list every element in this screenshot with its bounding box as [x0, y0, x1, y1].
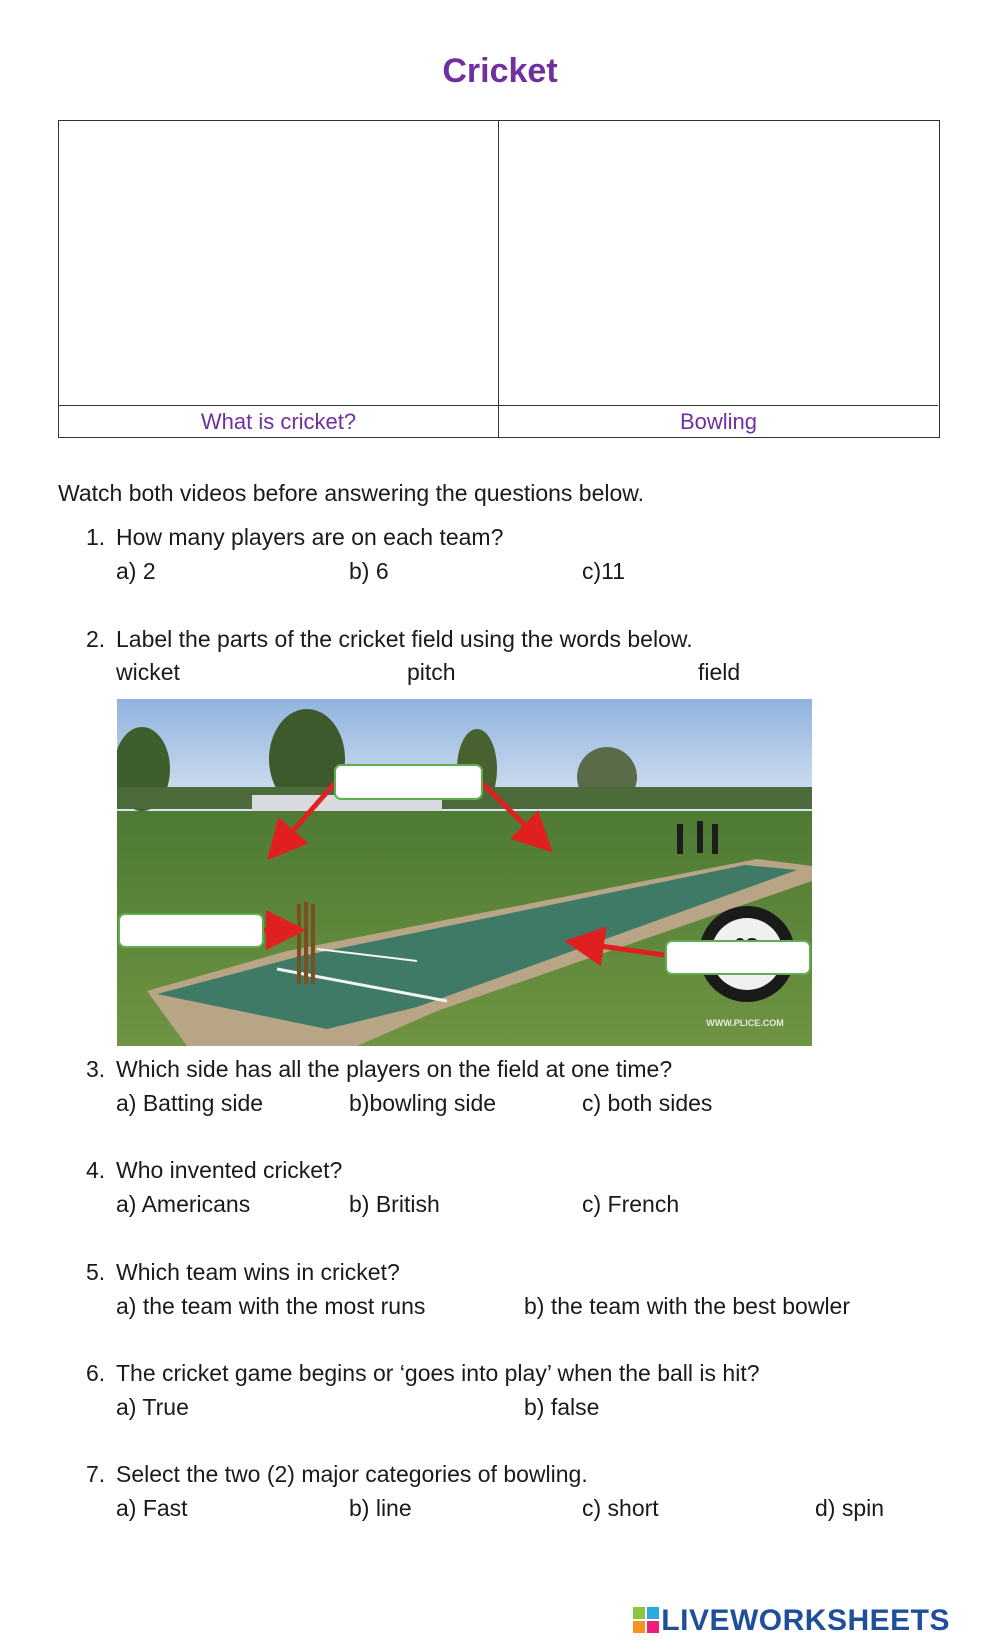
question-text: Label the parts of the cricket field using the words below. — [116, 626, 693, 652]
answer-option[interactable]: d) spin — [815, 1495, 885, 1521]
answer-option[interactable]: a) True — [116, 1394, 189, 1420]
label-dropzone-right[interactable] — [666, 941, 810, 974]
answer-option[interactable]: a) Batting side — [116, 1090, 264, 1116]
video-cell-bowling — [499, 121, 938, 437]
instructions: Watch both videos before answering the questions below. — [58, 480, 645, 506]
answer-option[interactable]: c) French — [582, 1191, 680, 1217]
question-text: Who invented cricket? — [116, 1157, 343, 1183]
video-table — [58, 120, 940, 438]
question-number: 5. — [86, 1259, 106, 1285]
answer-option[interactable]: c) short — [582, 1495, 659, 1521]
question-number: 3. — [86, 1056, 106, 1082]
worksheet-title: Cricket — [442, 52, 558, 90]
answer-option[interactable]: b) the team with the best bowler — [524, 1293, 850, 1319]
answer-option[interactable]: b) 6 — [349, 558, 389, 584]
question-text: Select the two (2) major categories of bowling. — [116, 1461, 588, 1487]
word-bank-item: pitch — [407, 659, 456, 685]
word-bank-item: field — [698, 659, 741, 685]
label-dropzone-top[interactable] — [335, 765, 482, 799]
brand-name: LIVEWORKSHEETS — [661, 1604, 950, 1637]
cricket-field-illustration — [117, 699, 812, 1046]
question-number: 6. — [86, 1360, 106, 1386]
answer-option[interactable]: b)bowling side — [349, 1090, 497, 1116]
answer-option[interactable]: b) line — [349, 1495, 412, 1521]
video-player-bowling[interactable] — [499, 121, 938, 406]
video-caption: Bowling — [499, 405, 938, 437]
answer-option[interactable]: a) Fast — [116, 1495, 188, 1521]
answer-option[interactable]: a) Americans — [116, 1191, 251, 1217]
answer-option[interactable]: c)11 — [582, 558, 626, 584]
answer-option[interactable]: b) British — [349, 1191, 440, 1217]
answer-option[interactable]: b) false — [524, 1394, 600, 1420]
photo-watermark: WWW.PLICE.COM — [706, 1018, 784, 1028]
question-text: How many players are on each team? — [116, 524, 504, 550]
question-number: 7. — [86, 1461, 106, 1487]
answer-option[interactable]: a) the team with the most runs — [116, 1293, 426, 1319]
question-text: Which side has all the players on the field at one time? — [116, 1056, 673, 1082]
video-caption: What is cricket? — [59, 405, 498, 437]
answer-option[interactable]: c) both sides — [582, 1090, 713, 1116]
liveworksheets-logo-icon — [633, 1607, 659, 1633]
question-number: 1. — [86, 524, 106, 550]
video-player-what-is-cricket[interactable] — [59, 121, 498, 406]
question-number: 4. — [86, 1157, 106, 1183]
cricket-field-photo — [117, 699, 812, 1046]
question-text: The cricket game begins or ‘goes into play’ when the ball is hit? — [116, 1360, 760, 1386]
label-dropzone-left[interactable] — [119, 914, 263, 947]
answer-option[interactable]: a) 2 — [116, 558, 156, 584]
video-cell-what-is-cricket — [59, 121, 499, 437]
word-bank-item: wicket — [116, 659, 180, 685]
question-number: 2. — [86, 626, 106, 652]
question-text: Which team wins in cricket? — [116, 1259, 400, 1285]
liveworksheets-logo — [633, 1604, 950, 1638]
